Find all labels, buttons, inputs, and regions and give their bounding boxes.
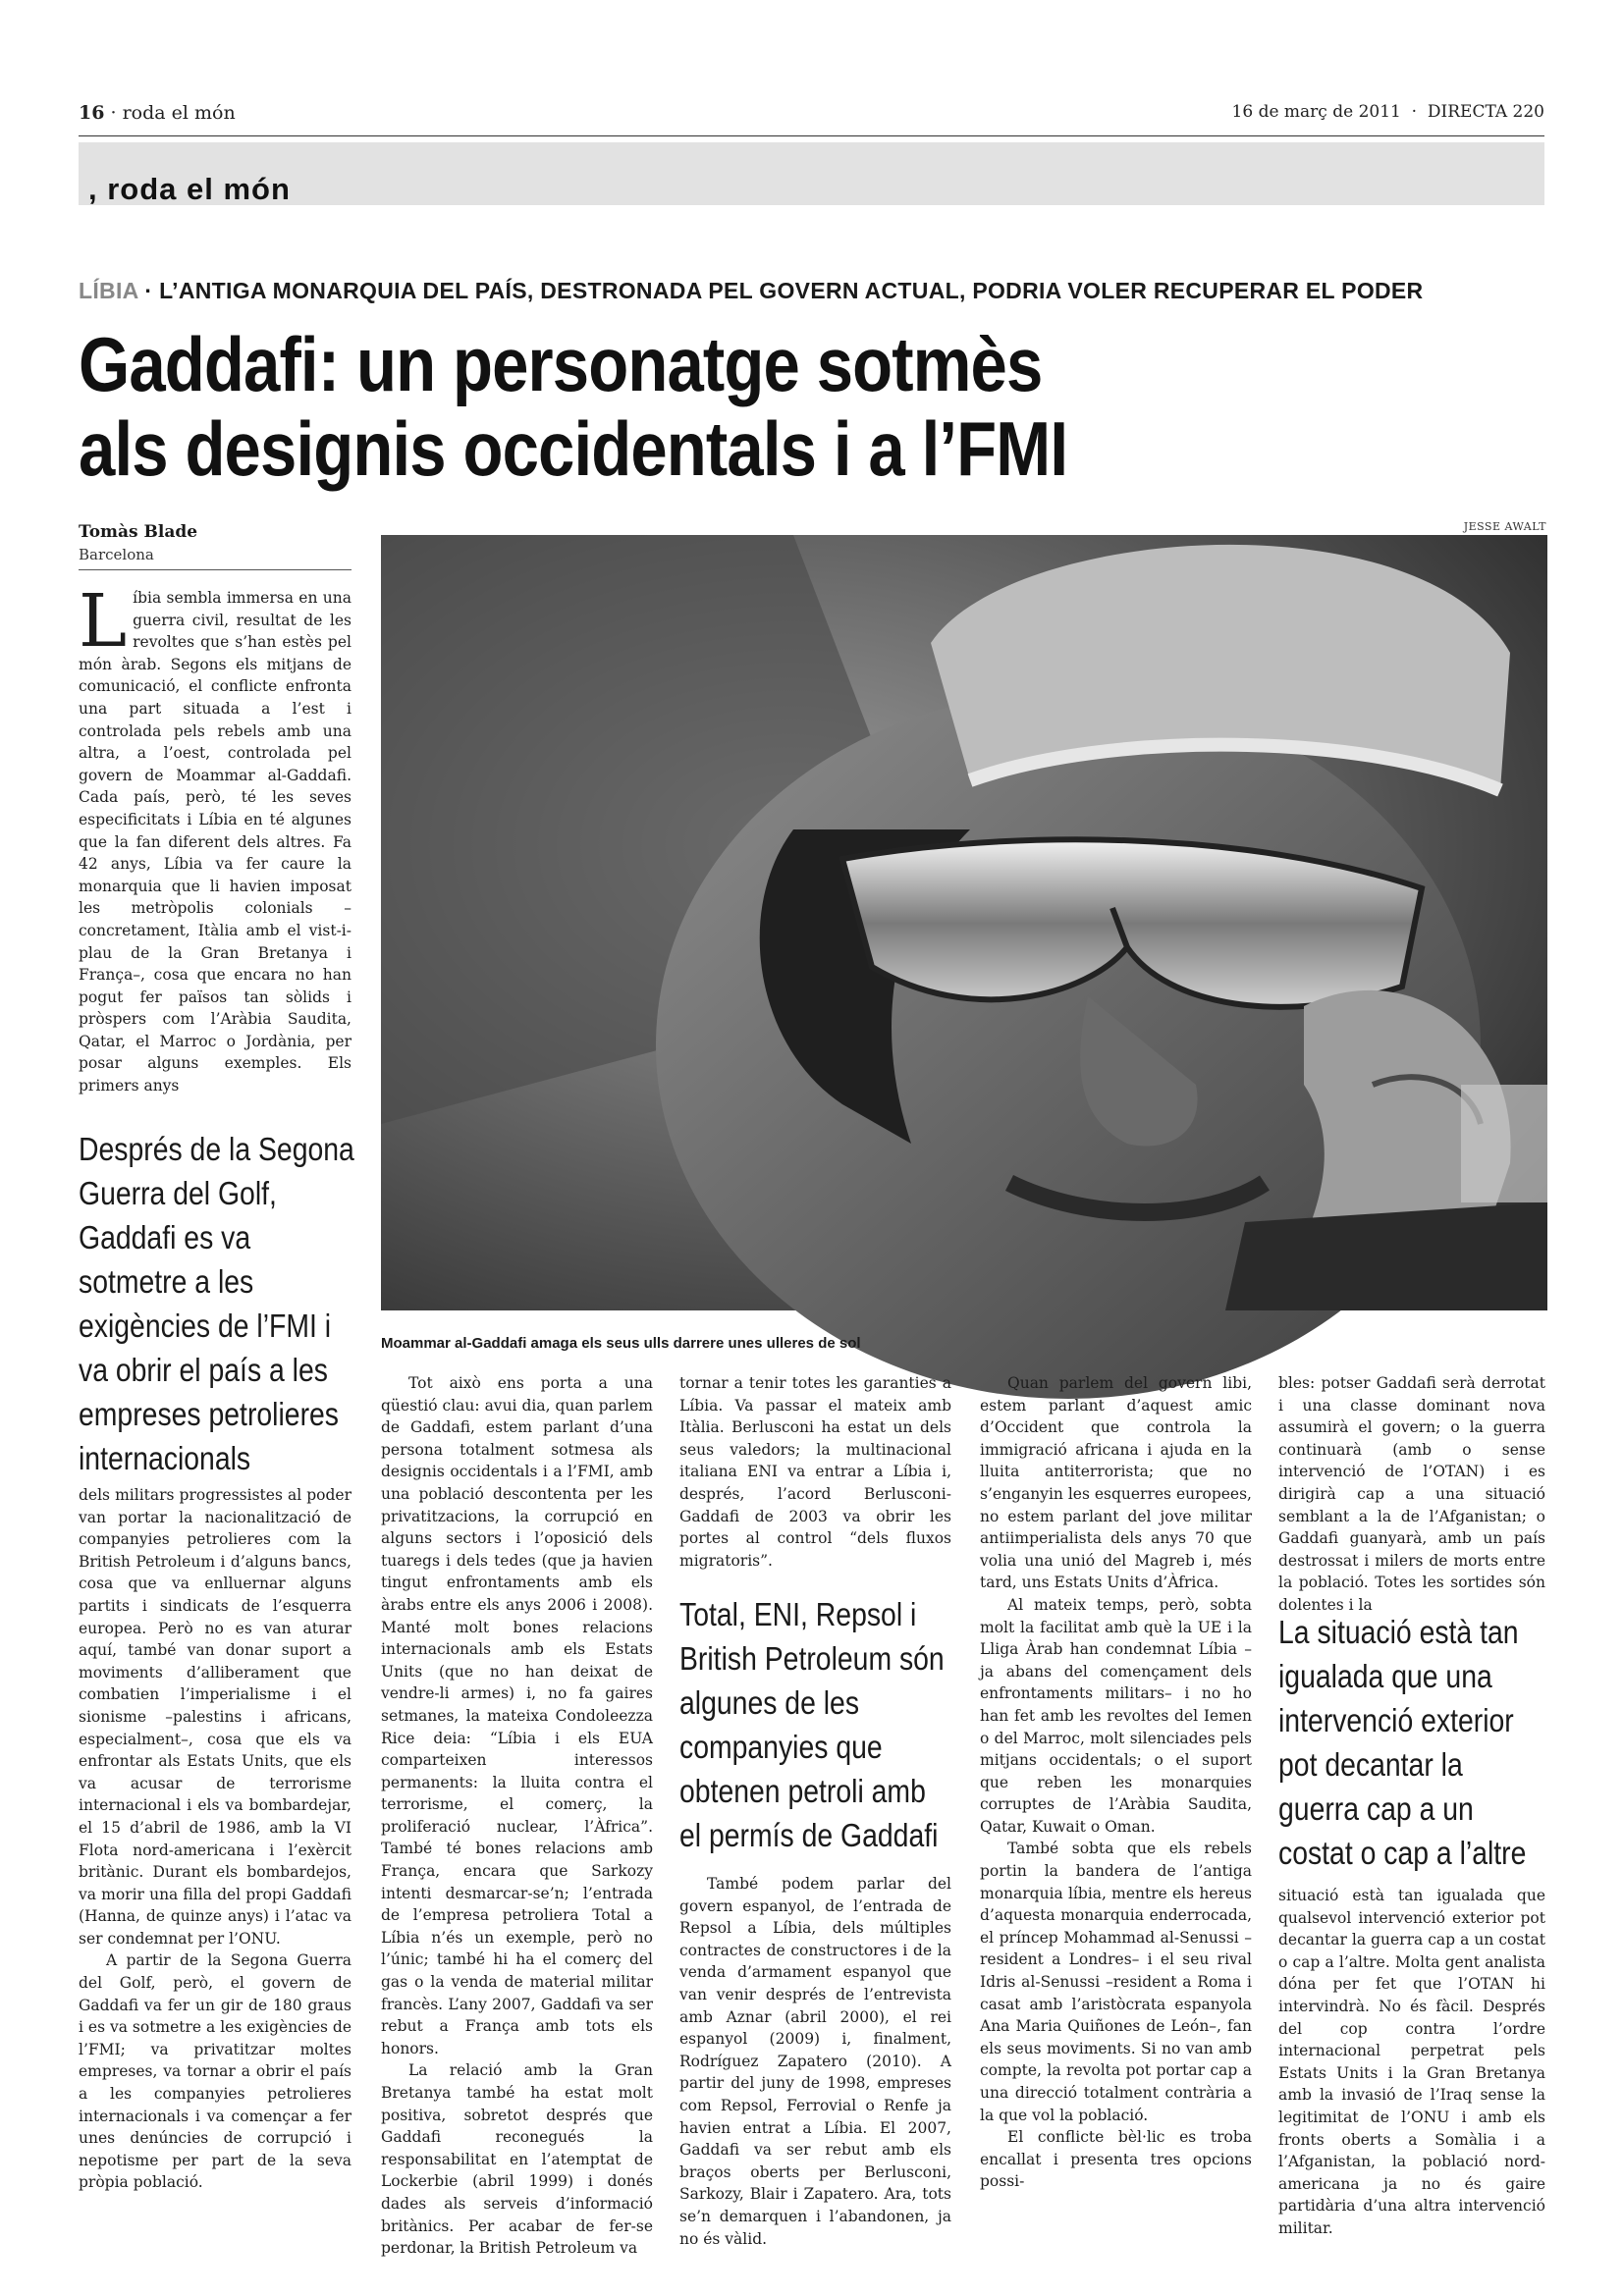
col1-paragraph-2: A partir de la Segona Guerra del Golf, però, el govern de Gaddafi va fer un gir de 180 graus i es va sotmetre a les exigències de l’FMI; va privatitzar moltes empreses, va tornar a obrir el país a les companyies petrolieres internacionals i va començar a fer unes denúncies de corrupció i nepotisme per part de la seva pròpia població. — [79, 1951, 352, 2192]
kicker-text: L’ANTIGA MONARQUIA DEL PAÍS, DESTRONADA PEL GOVERN ACTUAL, PODRIA VOLER RECUPERAR EL PODER — [159, 278, 1424, 303]
portrait-illustration — [381, 535, 1547, 1310]
col2-paragraph-2: La relació amb la Gran Bretanya també ha estat molt positiva, sobretot després que Gaddafi reconegués la responsabilitat en l’atemptat de Lockerbie (abril 1999) i donés dades als serveis d’informació britànics. Per acabar de fer-se perdonar, la British Petroleum va — [381, 2061, 653, 2258]
byline-rule — [79, 569, 352, 570]
author-name: Tomàs Blade — [79, 522, 198, 542]
col4-paragraph-2: Al mateix temps, però, sobta molt la facilitat amb què la UE i la Lliga Àrab han condemnat Líbia –ja abans del començament dels enfrontaments militars– i no ho han fet amb les revoltes del Iemen o del Marroc, molt silenciades pels mitjans occidentals; o el suport que reben les monarquies corruptes de l’Aràbia Saudita, Qatar, Kuwait o Oman. — [980, 1595, 1252, 1836]
kicker: LÍBIA · L’ANTIGA MONARQUIA DEL PAÍS, DESTRONADA PEL GOVERN ACTUAL, PODRIA VOLER RECUPERAR EL PODER — [79, 278, 1424, 303]
running-header-right: 16 de març de 2011 · DIRECTA 220 — [1231, 102, 1544, 122]
byline — [79, 522, 352, 563]
column-1 — [79, 1484, 352, 2192]
col2-paragraph-1: Tot això ens porta a una qüestió clau: avui dia, quan parlem de Gaddafi, estem parlant d’una persona totalment sotmesa als designis occidentals i a l’FMI, amb una població descontenta per les privatitzacions, la corrupció en alguns sectors i l’oposició dels tuaregs i dels tedes (que ja havien tingut enfrontaments amb els àrabs entre els anys 2006 i 2008). Manté molt bones relacions internacionals amb els Estats Units (que no han deixat de vendre-li armes) i, no fa gaires setmanes, la mateixa Condoleezza Rice deia: “Líbia i els EUA comparteixen interessos permanents: la lluita contra el terrorisme, el comerç, la proliferació nuclear, l’Àfrica”. També té bones relacions amb França, encara que Sarkozy intenti desmarcar-se’n; l’entrada de l’empresa petroliera Total a Líbia n’és un exemple, però no l’únic; també hi ha el comerç del gas o la venda de material militar francès. L’any 2007, Gaddafi va ser rebut a França amb tots els honors. — [381, 1374, 653, 2057]
col3-paragraph-2: També podem parlar del govern espanyol, de l’entrada de Repsol a Líbia, dels múltiples contractes de constructores i de la venda d’armament espanyol que van venir després de l’entrevista amb Aznar (abril 2000), el rei espanyol (2009) i, finalment, Rodríguez Zapatero (2010). A partir del juny de 1998, empreses com Repsol, Ferrovial o Renfe ja havien entrat a Líbia. El 2007, Gaddafi va ser rebut amb els braços oberts per Berlusconi, Sarkozy, Blair i Zapatero. Ara, tots se’n demarquen i l’abandonen, ja no és vàlid. — [679, 1875, 951, 2248]
column-5-top — [1278, 1372, 1545, 1614]
running-header-left: 16 · roda el món — [79, 102, 236, 124]
drop-cap: L — [79, 579, 128, 664]
pull-quote-3: La situació està tan igualada que una intervenció exterior pot decantar la guerra cap a un costat o cap a l’altre — [1278, 1614, 1527, 1871]
article-photo — [381, 535, 1547, 1310]
col4-paragraph-1: Quan parlem del govern libi, estem parlant d’aquest amic d’Occident que controla la immigració africana i ajuda en la lluita antiterrorista; que no s’enganyin les esquerres europees, no estem parlant del jove militar antiimperialista dels anys 70 que volia una unió del Magreb i, més tard, uns Estats Units d’Àfrica. — [980, 1374, 1252, 1592]
col4-paragraph-3: També sobta que els rebels portin la bandera de l’antiga monarquia líbia, mentre els hereus d’aquesta monarquia enderrocada, el príncep Mohammad al-Senussi –resident a Londres– i el seu rival Idris al-Senussi –resident a Roma i casat amb l’aristòcrata espanyola Ana Maria Quiñones de León–, fan els seus moviments. Si no van amb compte, la revolta pot portar cap a una direcció totalment contrària a la que vol la població. — [980, 1840, 1252, 2124]
page-number: 16 — [79, 102, 105, 124]
col3-paragraph-1: tornar a tenir totes les garanties a Líbia. Va passar el mateix amb Itàlia. Berlusconi ha estat un dels seus valedors; la multinacional italiana ENI va entrar a Líbia i, després, l’acord Berlusconi-Gaddafi de 2003 va obrir les portes al control “dels fluxos migratoris”. — [679, 1374, 951, 1570]
header-rule — [79, 135, 1544, 136]
section-band — [79, 142, 1544, 205]
kicker-country: LÍBIA — [79, 278, 138, 303]
section-band-label: , roda el món — [88, 172, 291, 206]
column-3-top — [679, 1372, 951, 1570]
headline — [79, 322, 1067, 491]
intro-column — [79, 579, 352, 1095]
column-3-bottom — [679, 1873, 951, 2248]
running-section: roda el món — [122, 102, 236, 124]
pull-quote-2: Total, ENI, Repsol i British Petroleum són algunes de les companyies que obtenen petroli amb el permís de Gaddafi — [679, 1596, 945, 1853]
column-4 — [980, 1372, 1252, 2191]
headline-line-2: als designis occidentals i a l’FMI — [79, 405, 1068, 492]
author-city: Barcelona — [79, 546, 154, 563]
intro-text: íbia sembla immersa en una guerra civil, resultat de les revoltes que s’han estès pel món àrab. Segons els mitjans de comunicació, el conflicte enfronta una part situada a l’est i controlada pels rebels amb una altra, a l’oest, controlada pel govern de Moammar al-Gaddafi. Cada país, però, té les seves especificitats i Líbia en té algunes que la fan diferent dels altres. Fa 42 anys, Líbia va fer caure la monarquia que li havien imposat les metròpolis colonials –concretament, Itàlia amb el vist-i-plau de la Gran Bretanya i França–, cosa que encara no han pogut fer països tan sòlids i pròspers com l’Aràbia Saudita, Qatar, el Marroc o Jordània, per posar alguns exemples. Els primers anys — [79, 589, 352, 1095]
photo-caption: Moammar al-Gaddafi amaga els seus ulls darrere unes ulleres de sol — [381, 1335, 861, 1352]
column-2 — [381, 1372, 653, 2258]
headline-line-1: Gaddafi: un personatge sotmès — [79, 321, 1043, 407]
photo-credit: JESSE AWALT — [1463, 520, 1546, 533]
column-5-bottom — [1278, 1885, 1545, 2237]
col5-paragraph-2: situació està tan igualada que qualsevol intervenció exterior pot decantar la guerra cap a un costat o cap a l’altre. Molta gent analista dóna per fet que l’OTAN hi intervindrà. No és fàcil. Després del cop contra l’ordre internacional perpetrat pels Estats Units i la Gran Bretanya amb la invasió de l’Iraq sense la legitimitat de l’ONU i amb els fronts oberts a Somàlia i a l’Afganistan, la població nord-americana ja no és gaire partidària d’una altra intervenció militar. — [1278, 1887, 1545, 2237]
col1-paragraph-1: dels militars progressistes al poder van portar la nacionalització de companyies petrolieres com la British Petroleum i d’alguns bancs, cosa que va enlluernar alguns partits i sindicats de l’esquerra europea. Però no es van aturar aquí, també van donar suport a moviments d’alliberament que combatien l’imperialisme i el sionisme –palestins i africans, especialment–, cosa que els va enfrontar als Estats Units, que els va acusar de terrorisme internacional i els va bombardejar, el 15 d’abril de 1986, amb la VI Flota nord-americana i l’exèrcit britànic. Durant els bombardejos, va morir una filla del propi Gaddafi (Hanna, de quinze anys) i l’atac va ser condemnat per l’ONU. — [79, 1486, 352, 1948]
pull-quote-1: Després de la Segona Guerra del Golf, Gaddafi es va sotmetre a les exigències de l’FMI i va obrir el país a les empreses petrolieres internacionals — [79, 1131, 354, 1476]
col5-paragraph-1: bles: potser Gaddafi serà derrotat i una classe dominant nova assumirà el govern; o la guerra continuarà (amb o sense intervenció de l’OTAN) i es dirigirà cap a una situació semblant a la de l’Afganistan; o Gaddafi guanyarà, amb un país destrossat i milers de morts entre la població. Totes les sortides són dolentes i la — [1278, 1374, 1545, 1614]
col4-paragraph-4: El conflicte bèl·lic es troba encallat i presenta tres opcions possi- — [980, 2128, 1252, 2191]
issue-number: DIRECTA 220 — [1427, 102, 1544, 122]
issue-date: 16 de març de 2011 — [1231, 102, 1401, 122]
